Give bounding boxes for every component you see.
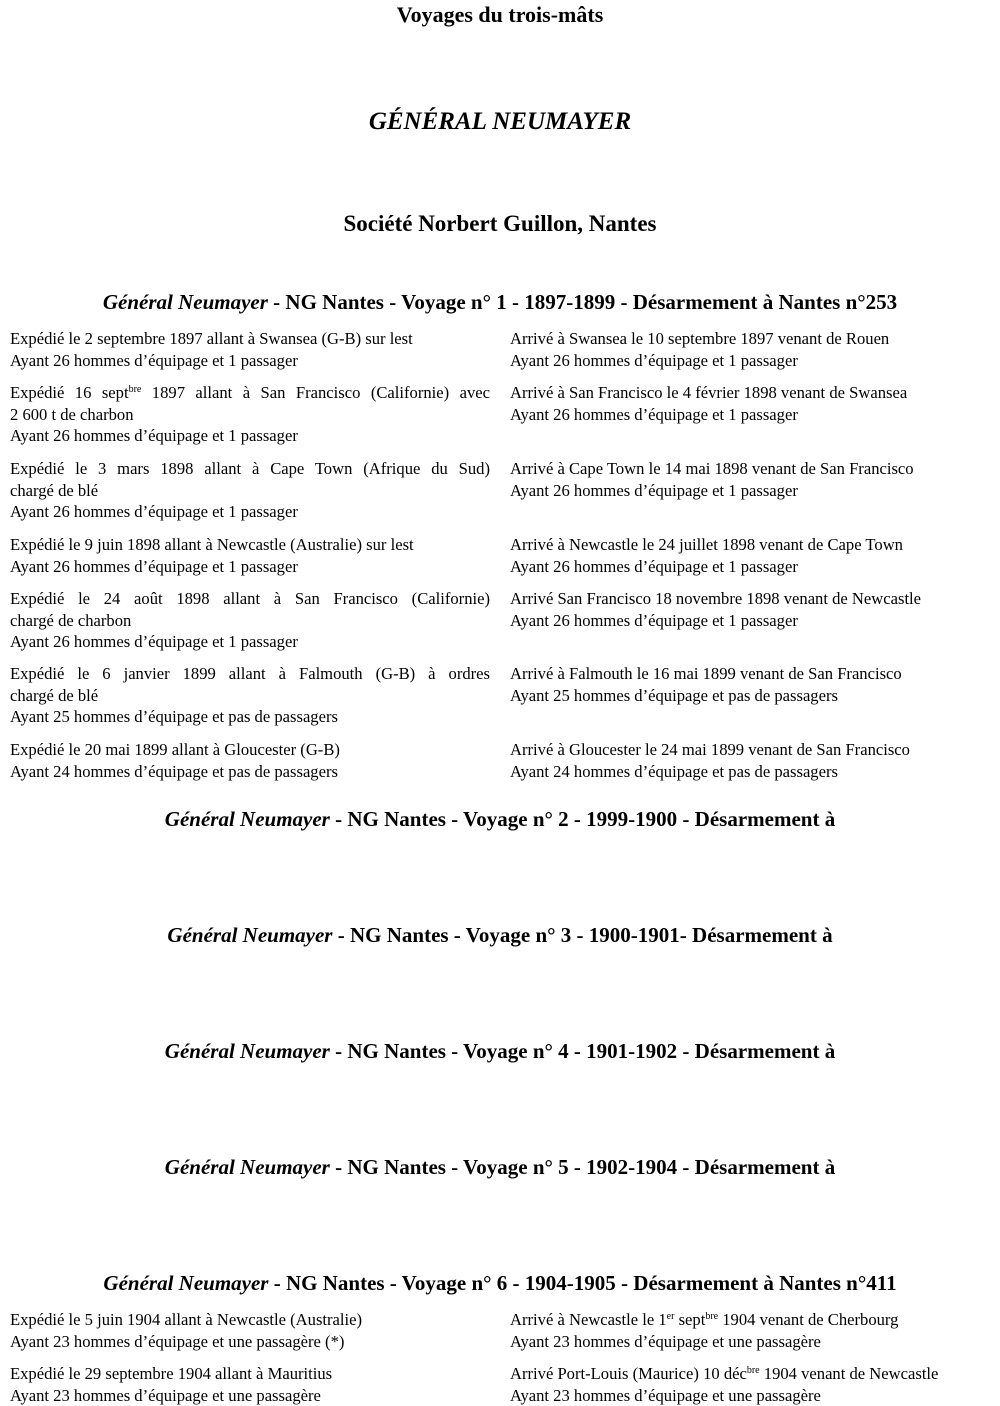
- entry-line: 2 600 t de charbon: [10, 404, 134, 424]
- entry-line: Arrivé à Newcastle le 24 juillet 1898 venant de Cape Town: [510, 535, 903, 554]
- voyage-details: - NG Nantes - Voyage n° 1 - 1897-1899 - Désarmement à Nantes n°253: [267, 290, 898, 314]
- entry-line: Arrivé à Cape Town le 14 mai 1898 venant de San Francisco: [510, 459, 914, 478]
- entry-line: Ayant 26 hommes d’équipage et 1 passager: [510, 556, 798, 576]
- entry-line: Ayant 26 hommes d’équipage et 1 passager: [10, 556, 298, 576]
- voyage-details: - NG Nantes - Voyage n° 2 - 1999-1900 - Désarmement à: [329, 807, 836, 831]
- voyage-1-heading: [0, 290, 1000, 315]
- arrival-entry: [510, 382, 995, 425]
- entry-line: Expédié le 3 mars 1898 allant à Cape Town (Afrique du Sud): [10, 459, 490, 478]
- company-title: Société Norbert Guillon, Nantes: [343, 211, 657, 236]
- entry-line: chargé de blé: [10, 480, 99, 500]
- entry-line: Arrivé Port-Louis (Maurice) 10 déc$^{bre}$ 1904 venant de Newcastle: [510, 1364, 939, 1383]
- entry-line: Ayant 24 hommes d’équipage et pas de passagers: [510, 761, 838, 781]
- entry-line: Expédié le 5 juin 1904 allant à Newcastle (Australie): [10, 1310, 363, 1329]
- departure-entry: [10, 588, 490, 653]
- voyage-details: - NG Nantes - Voyage n° 5 - 1902-1904 - Désarmement à: [329, 1155, 836, 1179]
- departure-entry: [10, 663, 490, 728]
- entry-line: chargé de blé: [10, 685, 99, 705]
- entry-line: Arrivé San Francisco 18 novembre 1898 venant de Newcastle: [510, 589, 922, 608]
- entry-line: Ayant 26 hommes d’équipage et 1 passager: [10, 632, 298, 652]
- voyage-3-heading: [0, 923, 1000, 948]
- arrival-entry: [510, 1363, 995, 1406]
- departure-entry: [10, 1363, 490, 1406]
- entry-line: Ayant 23 hommes d’équipage et une passagère: [510, 1385, 821, 1405]
- voyage-ship-name: Général Neumayer: [167, 923, 333, 947]
- departure-entry: [10, 534, 490, 577]
- arrival-entry: [510, 534, 995, 577]
- entry-line: chargé de charbon: [10, 610, 132, 630]
- entry-line: Arrivé à Newcastle le 1er sept$^{bre}$ 1904 venant de Cherbourg: [510, 1310, 899, 1329]
- voyage-ship-name: Général Neumayer: [103, 1271, 269, 1295]
- voyage-ship-name: Général Neumayer: [164, 807, 330, 831]
- arrival-entry: [510, 458, 995, 501]
- entry-line: Ayant 26 hommes d’équipage et 1 passager: [10, 502, 298, 522]
- entry-line: Expédié le 9 juin 1898 allant à Newcastle (Australie) sur lest: [10, 535, 414, 554]
- entry-line: Arrivé à Swansea le 10 septembre 1897 venant de Rouen: [510, 329, 890, 348]
- voyage-details: - NG Nantes - Voyage n° 3 - 1900-1901- Désarmement à: [332, 923, 833, 947]
- ship-title: GÉNÉRAL NEUMAYER: [368, 108, 632, 135]
- voyage-5-heading: [0, 1155, 1000, 1180]
- voyage-details: - NG Nantes - Voyage n° 6 - 1904-1905 - Désarmement à Nantes n°411: [268, 1271, 897, 1295]
- entry-line: Ayant 25 hommes d’équipage et pas de passagers: [10, 707, 338, 727]
- entry-line: Ayant 26 hommes d’équipage et 1 passager: [10, 350, 298, 370]
- departure-entry: [10, 739, 490, 782]
- voyage-details: - NG Nantes - Voyage n° 4 - 1901-1902 - Désarmement à: [329, 1039, 836, 1063]
- voyage-ship-name: Général Neumayer: [164, 1155, 330, 1179]
- entry-line: Expédié le 24 août 1898 allant à San Francisco (Californie): [10, 589, 490, 608]
- voyage-2-heading: [0, 807, 1000, 832]
- arrival-entry: [510, 739, 995, 782]
- entry-line: Expédié le 29 septembre 1904 allant à Mauritius: [10, 1364, 333, 1383]
- arrival-entry: [510, 1309, 995, 1352]
- entry-line: Expédié le 6 janvier 1899 allant à Falmouth (G-B) à ordres: [10, 664, 490, 683]
- page-title: Voyages du trois-mâts: [396, 2, 604, 27]
- entry-line: Ayant 23 hommes d’équipage et une passagère: [10, 1385, 321, 1405]
- entry-line: Expédié le 20 mai 1899 allant à Gloucester (G-B): [10, 740, 340, 759]
- voyage-ship-name: Général Neumayer: [164, 1039, 330, 1063]
- departure-entry: [10, 328, 490, 371]
- entry-line: Ayant 26 hommes d’équipage et 1 passager: [510, 404, 798, 424]
- voyage-6-heading: [0, 1271, 1000, 1296]
- entry-line: Ayant 26 hommes d’équipage et 1 passager: [510, 480, 798, 500]
- entry-line: Ayant 23 hommes d’équipage et une passagère: [510, 1331, 821, 1351]
- entry-line: Arrivé à Falmouth le 16 mai 1899 venant de San Francisco: [510, 664, 902, 683]
- arrival-entry: [510, 328, 995, 371]
- entry-line: Ayant 26 hommes d’équipage et 1 passager: [510, 350, 798, 370]
- voyage-4-heading: [0, 1039, 1000, 1064]
- entry-line: Ayant 23 hommes d’équipage et une passagère (*): [10, 1331, 345, 1351]
- arrival-entry: [510, 588, 995, 631]
- entry-line: Expédié le 2 septembre 1897 allant à Swansea (G-B) sur lest: [10, 329, 413, 348]
- voyage-ship-name: Général Neumayer: [102, 290, 268, 314]
- arrival-entry: [510, 663, 995, 706]
- entry-line: Expédié 16 sept$^{bre}$ 1897 allant à San Francisco (Californie) avec: [10, 383, 490, 402]
- entry-line: Ayant 25 hommes d’équipage et pas de passagers: [510, 685, 838, 705]
- entry-line: Arrivé à Gloucester le 24 mai 1899 venant de San Francisco: [510, 740, 910, 759]
- entry-line: Ayant 26 hommes d’équipage et 1 passager: [510, 610, 798, 630]
- entry-line: Arrivé à San Francisco le 4 février 1898 venant de Swansea: [510, 383, 908, 402]
- departure-entry: [10, 382, 490, 447]
- departure-entry: [10, 458, 490, 523]
- departure-entry: [10, 1309, 490, 1352]
- entry-line: Ayant 24 hommes d’équipage et pas de passagers: [10, 761, 338, 781]
- entry-line: Ayant 26 hommes d’équipage et 1 passager: [10, 426, 298, 446]
